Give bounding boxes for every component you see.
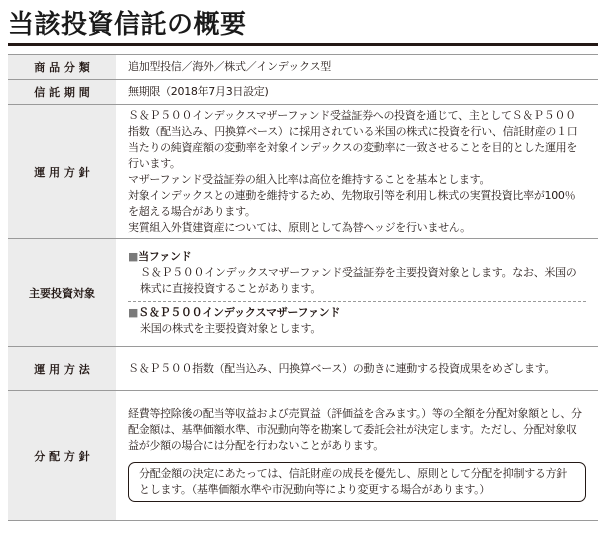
- table-row: [8, 391, 598, 521]
- fund-overview-table: [8, 54, 598, 521]
- table-row: [8, 347, 598, 391]
- trust-period-value: 無期限（2018年7月3日設定): [116, 80, 598, 105]
- table-row: [8, 80, 598, 105]
- section-heading-text: 当ファンド: [138, 249, 192, 263]
- investment-policy-content: [116, 105, 598, 239]
- investment-policy-paragraph: 対象インデックスとの連動を維持するため、先物取引等を利用し株式の実質投資比率が100％を超える場合があります。: [128, 188, 576, 218]
- distribution-policy-content: [116, 391, 598, 521]
- row-label-investment-policy: 運 用 方 針: [8, 105, 116, 239]
- row-label-trust-period: 信 託 期 間: [8, 80, 116, 105]
- section-heading-text: Ｓ＆Ｐ５００インデックスマザーファンド: [138, 305, 341, 319]
- management-method-value: Ｓ＆Ｐ５００指数（配当込み、円換算ベース）の動きに連動する投資成果をめざします。: [116, 347, 598, 391]
- row-label-management-method: 運 用 方 法: [8, 347, 116, 391]
- row-label-product-category: 商 品 分 類: [8, 55, 116, 80]
- section-text: 米国の株式を主要投資対象とします。: [140, 321, 322, 335]
- dashed-divider: [128, 301, 586, 302]
- row-label-main-investments: 主要投資対象: [8, 239, 116, 347]
- section-heading: [128, 249, 586, 265]
- section-heading: [128, 305, 586, 321]
- title-underline: [8, 43, 598, 46]
- row-label-distribution-policy: 分 配 方 針: [8, 391, 116, 521]
- square-bullet-icon: ■: [128, 305, 139, 319]
- page-title: 当該投資信託の概要: [8, 10, 247, 40]
- main-investments-content: [116, 239, 598, 347]
- product-category-value: 追加型投信／海外／株式／インデックス型: [116, 55, 598, 80]
- investment-policy-paragraph: 実質組入外貨建資産については、原則として為替ヘッジを行いません。: [128, 220, 471, 234]
- table-row: [8, 239, 598, 347]
- square-bullet-icon: ■: [128, 249, 139, 263]
- section-text: Ｓ＆Ｐ５００インデックスマザーファンド受益証券を主要投資対象とします。なお、米国の株式に直接投資することがあります。: [140, 265, 577, 295]
- investment-policy-paragraph: Ｓ＆Ｐ５００インデックスマザーファンド受益証券への投資を通じて、主としてＳ＆Ｐ５００指数（配当込み、円換算ベース）に採用されている米国の株式に投資を行い、信託財産の１口当たりの純資産額の変動率を対象インデックスの変動率に一致させることを目的とした運用を行います。: [128, 108, 578, 170]
- investment-policy-paragraph: マザーファンド受益証券の組入比率は高位を維持することを基本とします。: [128, 172, 491, 186]
- distribution-policy-text: 経費等控除後の配当等収益および売買益（評価益を含みます。）等の全額を分配対象額とし、分配金額は、基準価額水準、市況動向等を勘案して委託会社が決定します。ただし、分配対象収益が少額の場合には分配を行わないことがあります。: [128, 406, 582, 452]
- table-row: [8, 105, 598, 239]
- table-row: [8, 55, 598, 80]
- distribution-notice-box: 分配金額の決定にあたっては、信託財産の成長を優先し、原則として分配を抑制する方針とします。（基準価額水準や市況動向等により変更する場合があります。）: [128, 462, 586, 502]
